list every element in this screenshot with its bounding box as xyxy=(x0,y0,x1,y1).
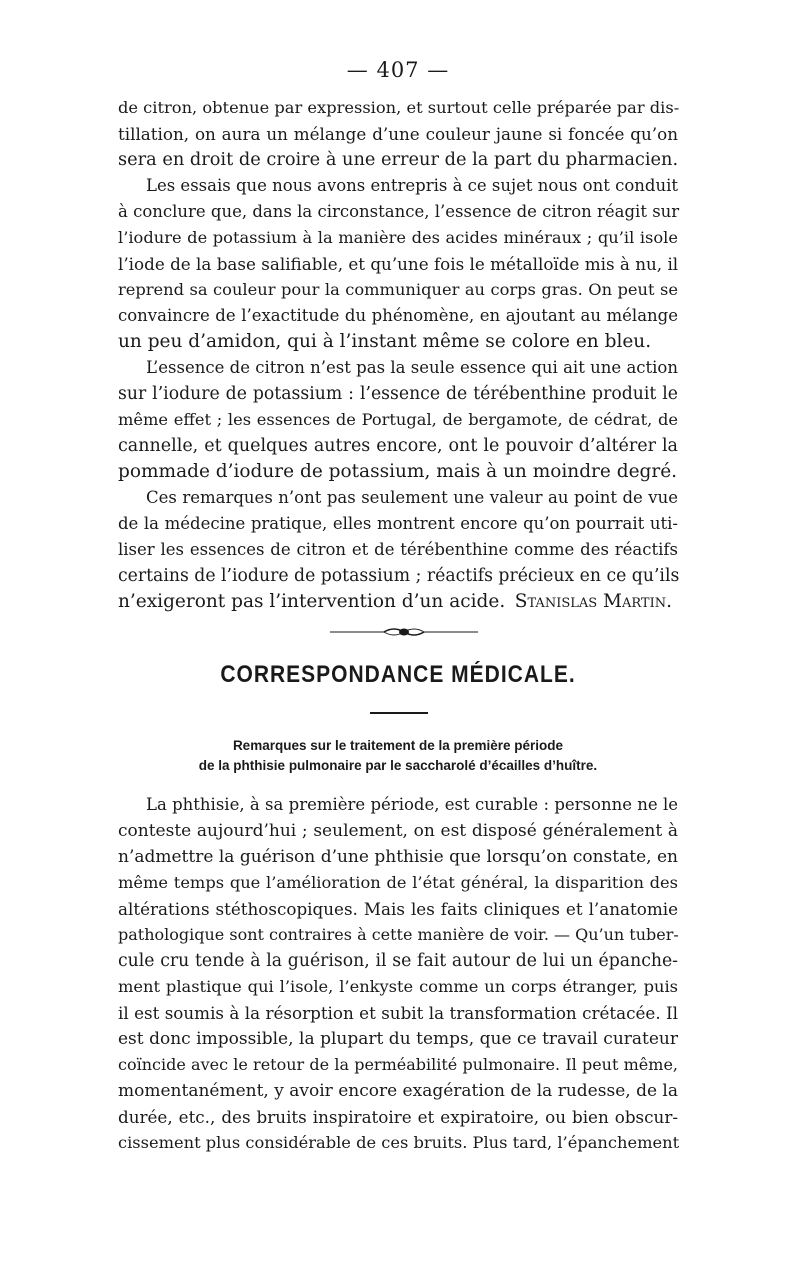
text-line: cannelle, et quelques autres encore, ont le pouvoir d’altérer la xyxy=(118,436,678,456)
text-line: conteste aujourd’hui ; seulement, on est disposé généralement à xyxy=(118,821,678,841)
text-line: pommade d’iodure de potassium, mais à un moindre degré. xyxy=(118,461,678,482)
text-line: certains de l’iodure de potassium ; réactifs précieux en ce qu’ils xyxy=(118,566,680,586)
article-subtitle: Remarques sur le traitement de la première période xyxy=(232,738,564,753)
text-line: l’iode de la base salifiable, et qu’une fois le métalloïde mis à nu, il xyxy=(118,254,679,274)
text-line: ment plastique qui l’isole, l’enkyste comme un corps étranger, puis xyxy=(118,977,678,996)
text-line: même temps que l’amélioration de l’état général, la disparition des xyxy=(118,873,678,892)
text-line-with-signature xyxy=(118,589,678,615)
text-fragment: n’exigeront pas l’intervention d’un acide. xyxy=(118,591,506,612)
text-line: pathologique sont contraires à cette manière de voir. — Qu’un tuber- xyxy=(118,925,679,944)
text-line: reprend sa couleur pour la communiquer au corps gras. On peut se xyxy=(118,280,678,299)
text-line: il est soumis à la résorption et subit la transformation crétacée. Il xyxy=(118,1003,678,1023)
text-line: même effet ; les essences de Portugal, de bergamote, de cédrat, de xyxy=(118,410,678,429)
author-signature: Stanislas Martin. xyxy=(514,591,672,612)
page-number: — 407 — xyxy=(346,58,450,82)
ornament-divider xyxy=(330,625,478,639)
page xyxy=(118,0,678,1262)
text-line: Ces remarques n’ont pas seulement une valeur au point de vue xyxy=(146,488,678,507)
text-line: altérations stéthoscopiques. Mais les faits cliniques et l’anatomie xyxy=(118,899,678,919)
article-subtitle: de la phthisie pulmonaire par le saccharolé d’écailles d’huître. xyxy=(198,758,598,773)
text-line: cule cru tende à la guérison, il se fait autour de lui un épanche- xyxy=(118,951,678,971)
text-line: de citron, obtenue par expression, et surtout celle préparée par dis- xyxy=(118,98,680,117)
text-line: n’admettre la guérison d’une phthisie que lorsqu’on constate, en xyxy=(118,847,678,867)
section-title: CORRESPONDANCE MÉDICALE. xyxy=(220,661,576,688)
text-line: momentanément, y avoir encore exagération de la rudesse, de la xyxy=(118,1081,678,1101)
text-line: sur l’iodure de potassium : l’essence de térébenthine produit le xyxy=(118,384,678,404)
text-line: l’iodure de potassium à la manière des acides minéraux ; qu’il isole xyxy=(118,228,678,247)
text-line: tillation, on aura un mélange d’une couleur jaune si foncée qu’on xyxy=(118,124,678,144)
text-line: est donc impossible, la plupart du temps, que ce travail curateur xyxy=(118,1029,678,1049)
text-line: sera en droit de croire à une erreur de la part du pharmacien. xyxy=(118,150,679,170)
text-line: de la médecine pratique, elles montrent encore qu’on pourrait uti- xyxy=(118,514,678,533)
text-line: L’essence de citron n’est pas la seule essence qui ait une action xyxy=(146,358,678,377)
text-line: à conclure que, dans la circonstance, l’essence de citron réagit sur xyxy=(118,202,680,221)
text-line: durée, etc., des bruits inspiratoire et expiratoire, ou bien obscur- xyxy=(118,1107,678,1127)
text-line: un peu d’amidon, qui à l’instant même se colore en bleu. xyxy=(118,331,652,352)
heading-rule xyxy=(370,712,428,714)
text-line: La phthisie, à sa première période, est curable : personne ne le xyxy=(146,795,678,814)
text-line: cissement plus considérable de ces bruits. Plus tard, l’épanchement xyxy=(118,1133,680,1152)
text-line: liser les essences de citron et de térébenthine comme des réactifs xyxy=(118,540,678,559)
text-line: coïncide avec le retour de la perméabilité pulmonaire. Il peut même, xyxy=(118,1055,678,1074)
text-line: convaincre de l’exactitude du phénomène, en ajoutant au mélange xyxy=(118,306,678,325)
text-line: Les essais que nous avons entrepris à ce sujet nous ont conduit xyxy=(146,176,679,195)
